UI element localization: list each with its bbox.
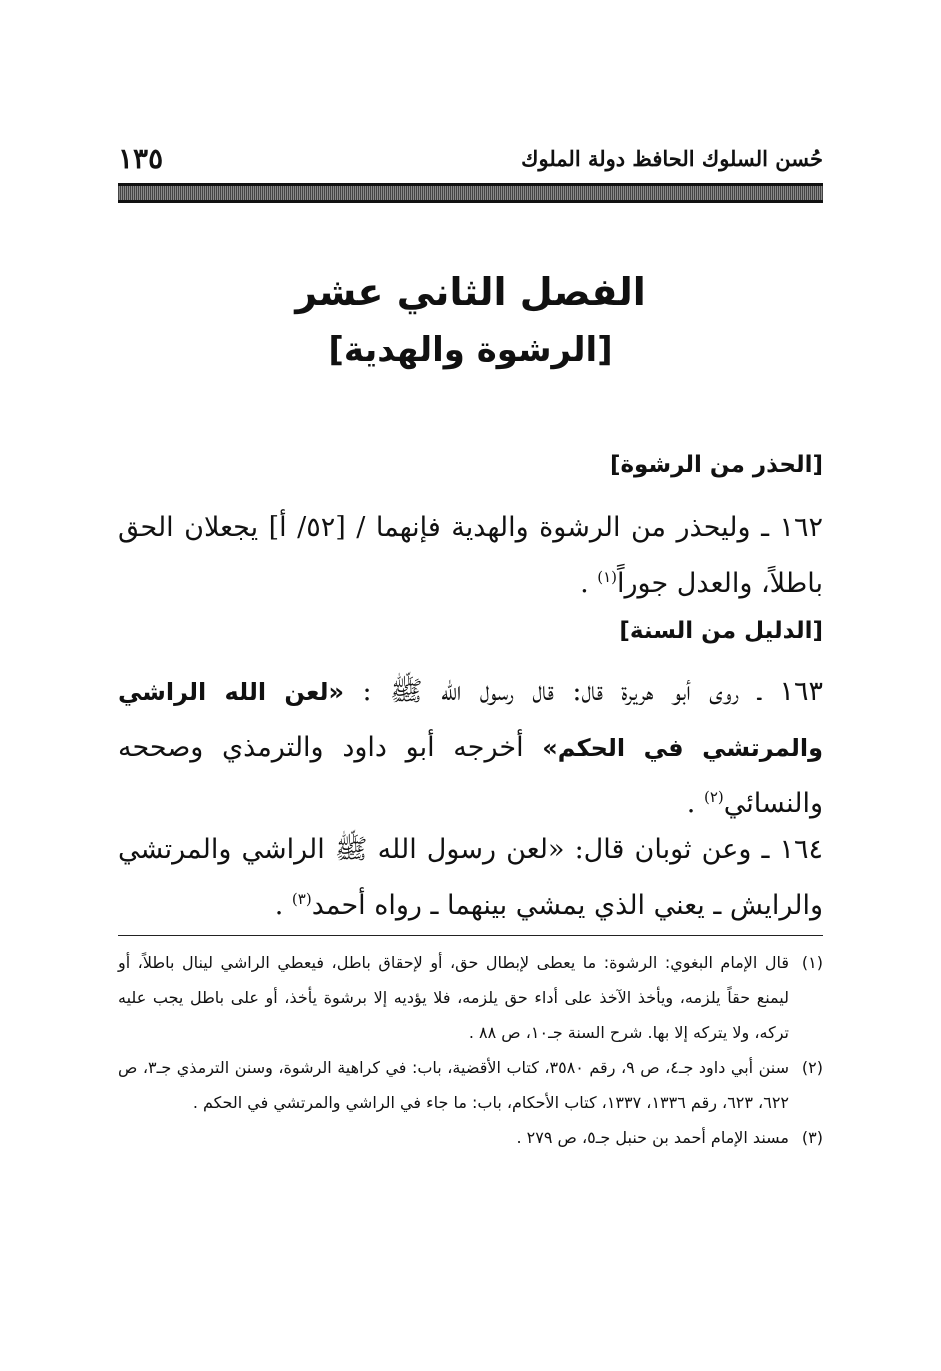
footnote-number: (٣): [801, 1128, 823, 1147]
running-title: حُسن السلوك الحافظ دولة الملوك: [521, 146, 823, 171]
chapter-title: الفصل الثاني عشر: [295, 270, 646, 314]
paragraph-tail: .: [274, 890, 292, 921]
footnote-3: [118, 1120, 823, 1155]
paragraph-164: [118, 822, 823, 934]
paragraph-text: أخرجه أبو داود والترمذي وصححه والنسائي: [118, 732, 823, 819]
footnote-ref: (٢): [703, 788, 724, 806]
page-number: ١٣٥: [118, 142, 164, 175]
chapter-subtitle: [الرشوة والهدية]: [328, 330, 613, 370]
footnotes: [118, 945, 823, 1155]
footnote-number: (١): [801, 953, 823, 972]
footnote-number: (٢): [801, 1058, 823, 1077]
paragraph-162: [118, 500, 823, 612]
header-rule: [118, 183, 823, 203]
paragraph-text: ١٦٢ ـ وليحذر من الرشوة والهدية فإنهما / [٥٢/ أ] يجعلان الحق باطلاً، والعدل جوراً: [118, 512, 823, 599]
running-header: [118, 142, 823, 180]
footnote-1: [118, 945, 823, 1050]
paragraph-163: [118, 664, 823, 832]
section-heading-warning: [الحذر من الرشوة]: [609, 452, 823, 478]
footnote-ref: (٣): [291, 890, 312, 908]
footnote-text: سنن أبي داود جـ٤، ص ٩، رقم ٣٥٨٠، كتاب الأقضية، باب: في كراهية الرشوة، وسنن الترمذي جـ٣، ص ٦٢٢، ٦٢٣، رقم ١٣٣٦، ١٣٣٧، كتاب الأحكام، باب: ما جاء في الراشي والمرتشي في الحكم .: [118, 1058, 790, 1112]
footnote-2: [118, 1050, 823, 1120]
footnote-ref: (١): [597, 568, 618, 586]
paragraph-tail: .: [686, 788, 704, 819]
section-heading-evidence: [الدليل من السنة]: [619, 618, 823, 644]
paragraph-text: ١٦٤ ـ وعن ثوبان قال: «لعن رسول الله ﷺ الراشي والمرتشي والرايش ـ يعني الذي يمشي بينهما ـ رواه أحمد: [118, 834, 823, 921]
footnote-text: مسند الإمام أحمد بن حنبل جـ٥، ص ٢٧٩ .: [516, 1128, 789, 1147]
paragraph-lead: ١٦٣ ـ روى أبو هريرة قال: قال رسول الله ﷺ :: [344, 676, 823, 707]
hadith-quote: «لعن الله الراشي والمرتشي في الحكم»: [118, 678, 823, 762]
footnote-separator: [118, 935, 823, 936]
paragraph-tail: .: [580, 568, 598, 599]
footnote-text: قال الإمام البغوي: الرشوة: ما يعطى لإبطال حق، أو لإحقاق باطل، فيعطي الراشي لينال باطلاً، أو ليمنع حقاً يلزمه، ويأخذ الآخذ على أداء حق يلزمه، فلا يؤديه إلا برشوة يأخذ، أو على باطل يجب عليه تركه، ولا يتركه إلا بها. شرح السنة جـ١٠، ص ٨٨ .: [118, 953, 789, 1042]
